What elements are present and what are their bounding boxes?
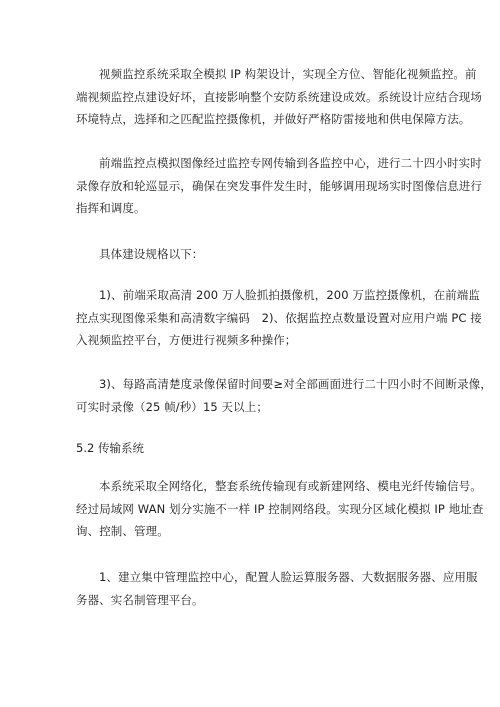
- paragraph-network: [76, 475, 484, 543]
- paragraph-frontend-transmission: [76, 152, 482, 220]
- text-line: 3)、每路高清楚度录像保留时间要≥对全部画面进行二十四小时不间断录像，: [99, 377, 492, 391]
- text-line: 1、建立集中管理监控中心，配置人脸运算服务器、大数据服务器、应用服: [99, 570, 478, 584]
- text-line: 控点实现图像采集和高清数字编码 2)、依据监控点数量设置对应用户端 PC 接: [76, 310, 482, 325]
- text-line: 前端监控点模拟图像经过监控专网传输到各监控中心，进行二十四小时实时: [99, 156, 482, 170]
- paragraph-control-center: [76, 566, 478, 611]
- text-line: 本系统采取全网络化，整套系统传输现有或新建网络、模电光纤传输信号。: [99, 479, 482, 493]
- text-line: 端视频监控点建设好坏，直接影响整个安防系统建设成效。系统设计应结合现场: [76, 89, 482, 104]
- paragraph-spec-intro: [76, 243, 436, 266]
- text-line: 录像存放和轮巡显示，确保在突发事件发生时，能够调用现场实时图像信息进行: [76, 178, 482, 193]
- text-line: 务器、实名制管理平台。: [76, 592, 204, 607]
- text-line: 可实时录像（25 帧/秒）15 天以上；: [76, 399, 268, 414]
- text-line: 具体建设规格以下：: [99, 247, 204, 261]
- text-line: 1)、前端采取高清 200 万人脸抓拍摄像机，200 万监控摄像机，在前端监: [99, 288, 480, 302]
- text-line: 环境特点，选择和之匹配监控摄像机，并做好严格防雷接地和供电保障方法。: [76, 112, 471, 126]
- paragraph-intro: [76, 63, 482, 131]
- paragraph-spec-3: [76, 373, 492, 418]
- text-line: 询、控制、管理。: [76, 524, 169, 538]
- section-heading: 5.2 传输系统: [76, 441, 144, 455]
- text-line: 入视频监控平台，方便进行视频多种操作；: [76, 333, 297, 347]
- paragraph-spec-1-2: [76, 284, 482, 352]
- text-line: 经过局域网 WAN 划分实施不一样 IP 控制网络段。实现分区域化模拟 IP 地址查: [76, 501, 484, 516]
- text-line: 视频监控系统采取全模拟 IP 构架设计，实现全方位、智能化视频监控。前: [99, 67, 477, 81]
- text-line: 指挥和调度。: [76, 201, 146, 215]
